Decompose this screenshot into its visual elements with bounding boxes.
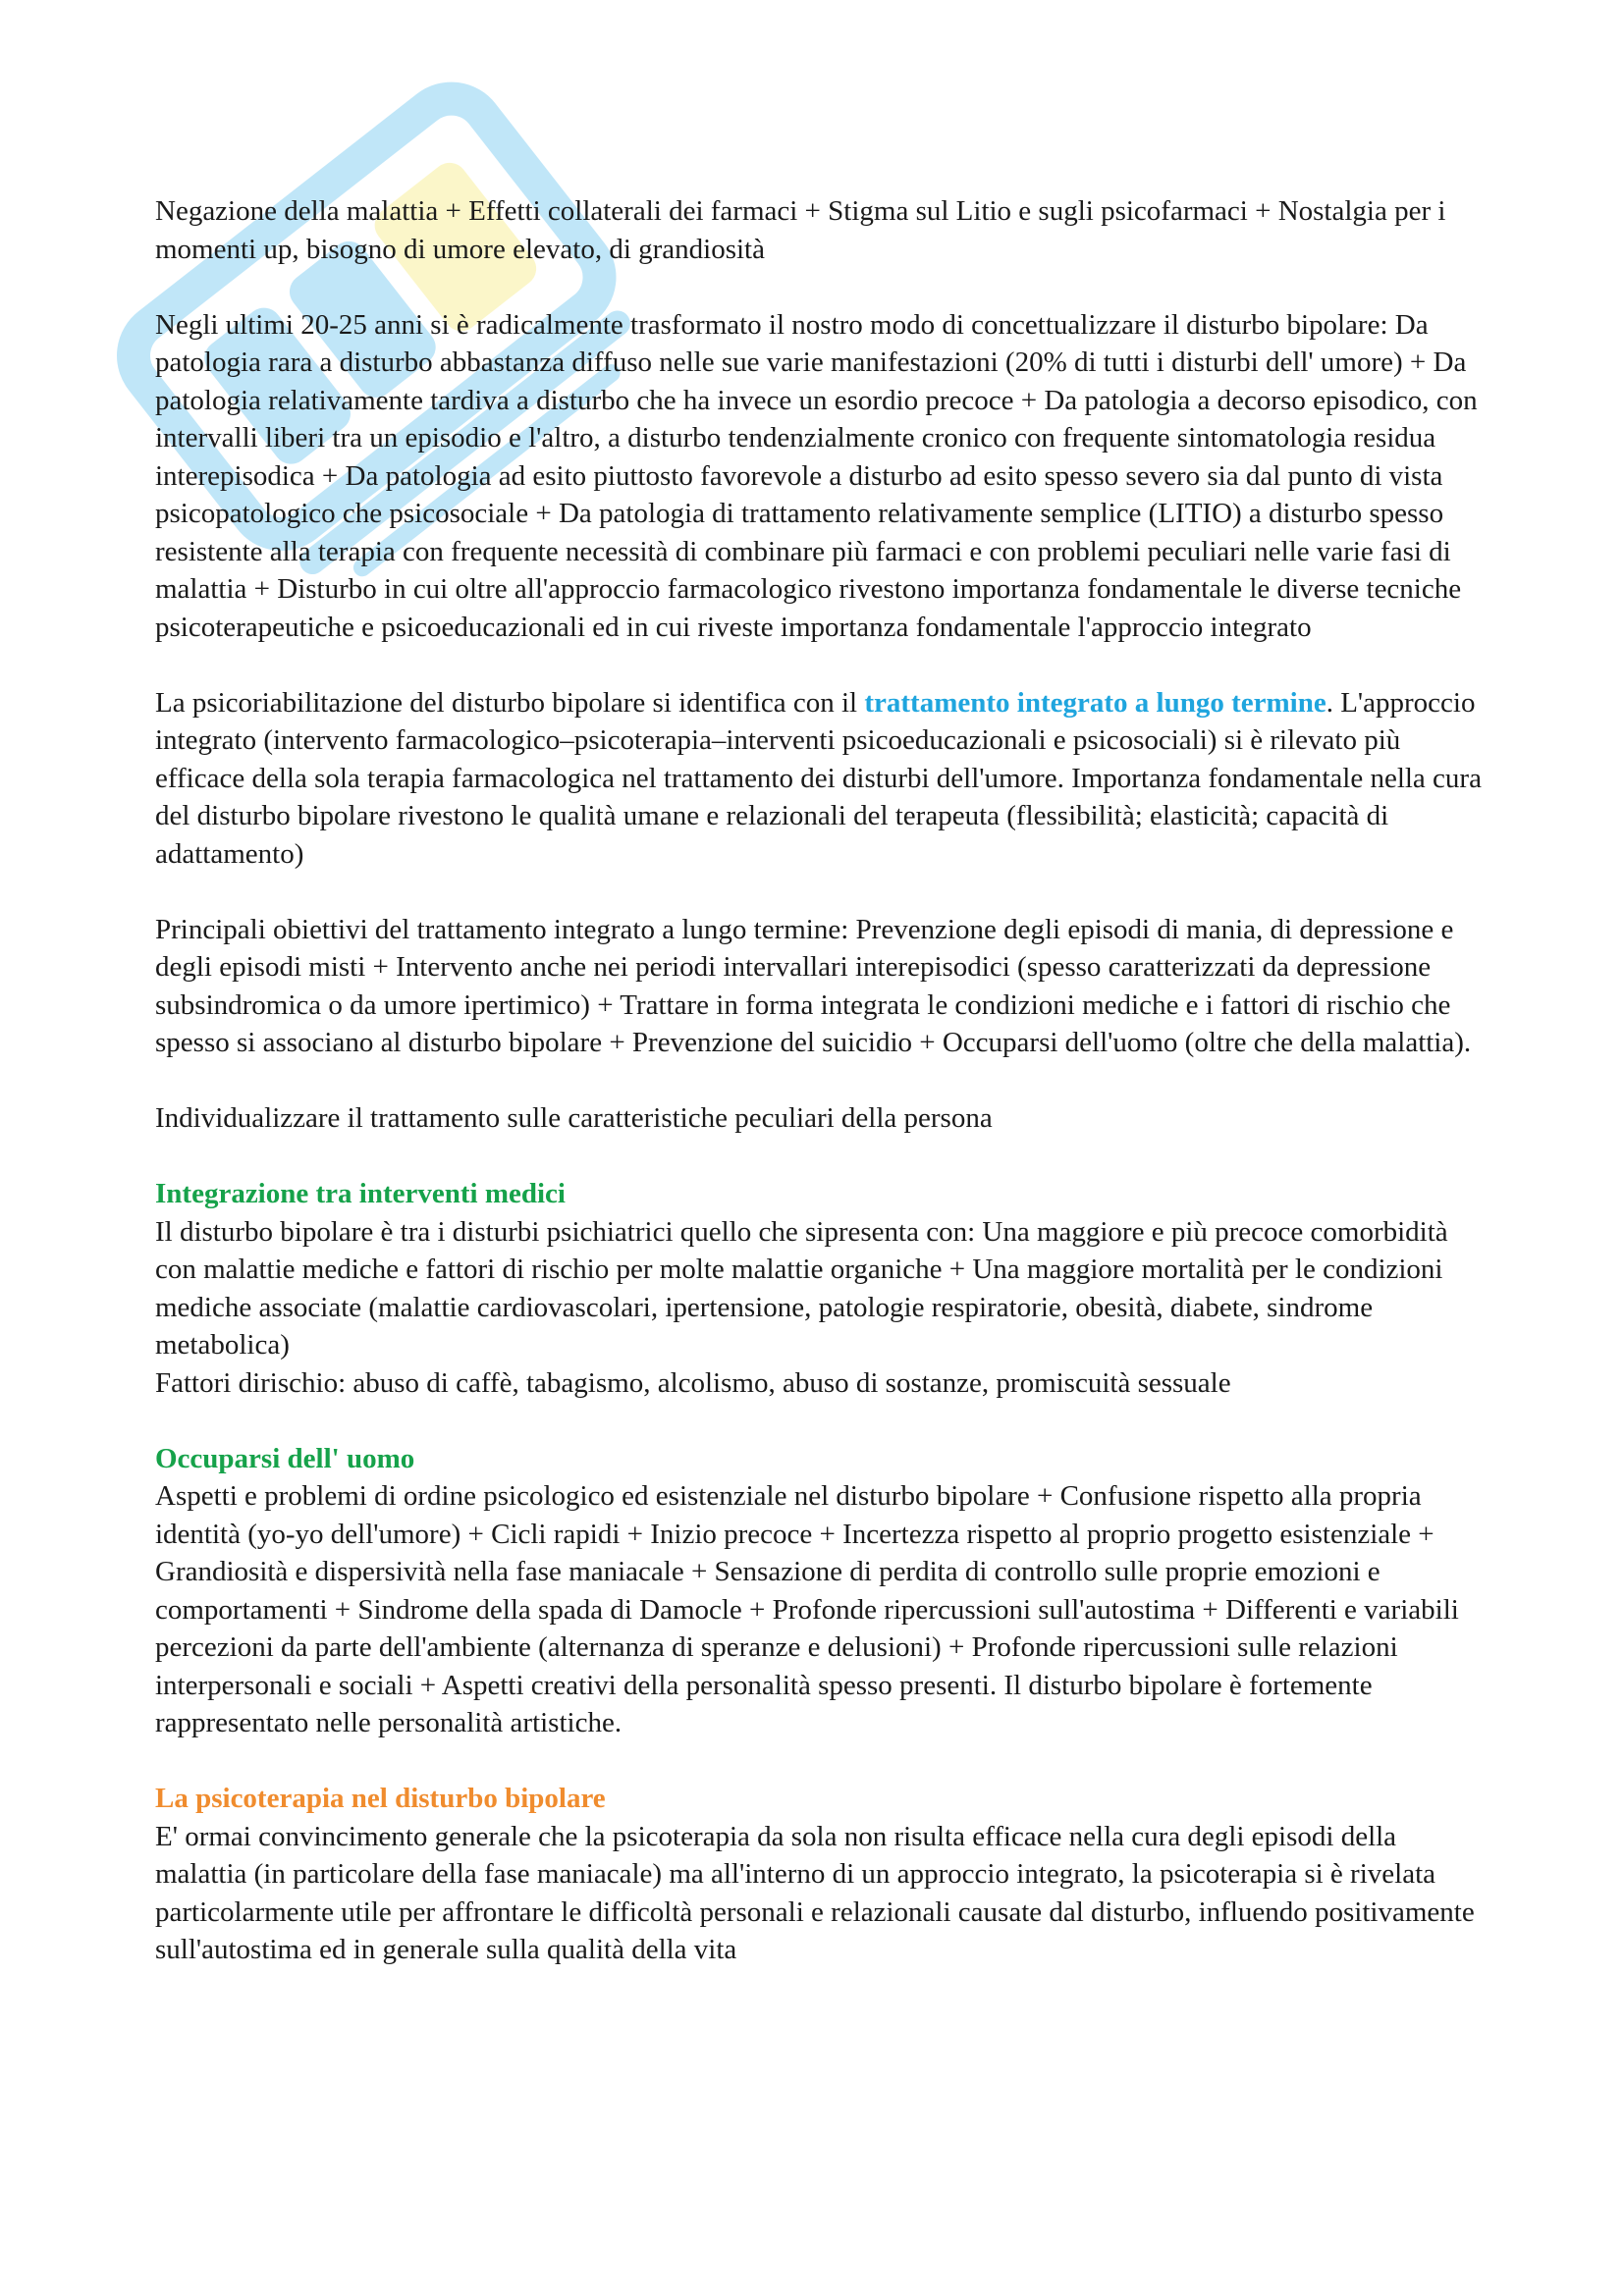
paragraph-text: . L'approccio integrato (intervento farmacologico–psicoterapia–interventi psicoeducazionali e psicosociali) si è rilevato più efficace della sola terapia farmacologica nel trattamento dei disturbi dell'umore. Importanza fondamentale nella cura del disturbo bipolare rivestono le qualità umane e relazionali del terapeuta (flessibilità; elasticità; capacità di adattamento) (155, 686, 1482, 870)
section-heading: Occuparsi dell' uomo (155, 1442, 415, 1474)
highlight-integrated-treatment: trattamento integrato a lungo termine (864, 686, 1326, 719)
section-paragraph: Fattori dirischio: abuso di caffè, tabagismo, alcolismo, abuso di sostanze, promiscuità sessuale (155, 1366, 1231, 1399)
section-paragraph: Aspetti e problemi di ordine psicologico ed esistenziale nel disturbo bipolare + Confusione rispetto alla propria identità (yo-yo dell'umore) + Cicli rapidi + Inizio precoce + Incertezza rispetto al proprio progetto esistenziale + Grandiosità e dispersività nella fase maniacale + Sensazione di perdita di controllo sulle proprie emozioni e comportamenti + Sindrome della spada di Damocle + Profonde ripercussioni sull'autostima + Differenti e variabili percezioni da parte dell'ambiente (alternanza di speranze e delusioni) + Profonde ripercussioni sulle relazioni interpersonali e sociali + Aspetti creativi della personalità spesso presenti. Il disturbo bipolare è fortemente rappresentato nelle personalità artistiche. (155, 1480, 1459, 1738)
section-psychotherapy (155, 1780, 1492, 1969)
section-medical-integration (155, 1175, 1492, 1402)
paragraph-bipolar-concept-change: Negli ultimi 20-25 anni si è radicalmente trasformato il nostro modo di concettualizzare il disturbo bipolare: Da patologia rara a disturbo abbastanza diffuso nelle sue varie manifestazioni (20% di tutti i disturbi dell' umore) + Da patologia relativamente tardiva a disturbo che ha invece un esordio precoce + Da patologia a decorso episodico, con intervalli liberi tra un episodio e l'altro, a disturbo tendenzialmente cronico con frequente sintomatologia residua interepisodica + Da patologia ad esito piuttosto favorevole a disturbo ad esito spesso severo sia dal punto di vista psicopatologico che psicosociale + Da patologia di trattamento relativamente semplice (LITIO) a disturbo spesso resistente alla terapia con frequente necessità di combinare più farmaci e con problemi peculiari nelle varie fasi di malattia + Disturbo in cui oltre all'approccio farmacologico rivestono importanza fondamentale le diverse tecniche psicoterapeutiche e psicoeducazionali ed in cui riveste importanza fondamentale l'approccio integrato (155, 308, 1478, 643)
section-caring-for-person (155, 1440, 1492, 1742)
paragraph-text: La psicoriabilitazione del disturbo bipolare si identifica con il (155, 686, 865, 719)
paragraph-individualize-treatment: Individualizzare il trattamento sulle caratteristiche peculiari della persona (155, 1102, 993, 1134)
section-heading: La psicoterapia nel disturbo bipolare (155, 1783, 606, 1814)
paragraph-nonadherence-causes: Negazione della malattia + Effetti collaterali dei farmaci + Stigma sul Litio e sugli psicofarmaci + Nostalgia per i momenti up, bisogno di umore elevato, di grandiosità (155, 195, 1446, 265)
document-body (155, 192, 1492, 2006)
section-heading: Integrazione tra interventi medici (155, 1178, 566, 1209)
section-paragraph: Il disturbo bipolare è tra i disturbi psichiatrici quello che sipresenta con: Una maggiore e più precoce comorbidità con malattie mediche e fattori di rischio per molte malattie organiche + Una maggiore mortalità per le condizioni mediche associate (malattie cardiovascolari, ipertensione, patologie respiratorie, obesità, diabete, sindrome metabolica) (155, 1215, 1448, 1361)
paragraph-main-objectives: Principali obiettivi del trattamento integrato a lungo termine: Prevenzione degli episodi di mania, di depressione e degli episodi misti + Intervento anche nei periodi intervallari interepisodici (spesso caratterizzati da depressione subsindromica o da umore ipertimico) + Trattare in forma integrata le condizioni mediche e i fattori di rischio che spesso si associano al disturbo bipolare + Prevenzione del suicidio + Occuparsi dell'uomo (oltre che della malattia). (155, 913, 1472, 1058)
section-paragraph: E' ormai convincimento generale che la psicoterapia da sola non risulta efficace nella cura degli episodi della malattia (in particolare della fase maniacale) ma all'interno di un approccio integrato, la psicoterapia si è rivelata particolarmente utile per affrontare le difficoltà personali e relazionali causate dal disturbo, influendo positivamente sull'autostima ed in generale sulla qualità della vita (155, 1820, 1475, 1965)
paragraph-psychorehabilitation (155, 684, 1492, 874)
